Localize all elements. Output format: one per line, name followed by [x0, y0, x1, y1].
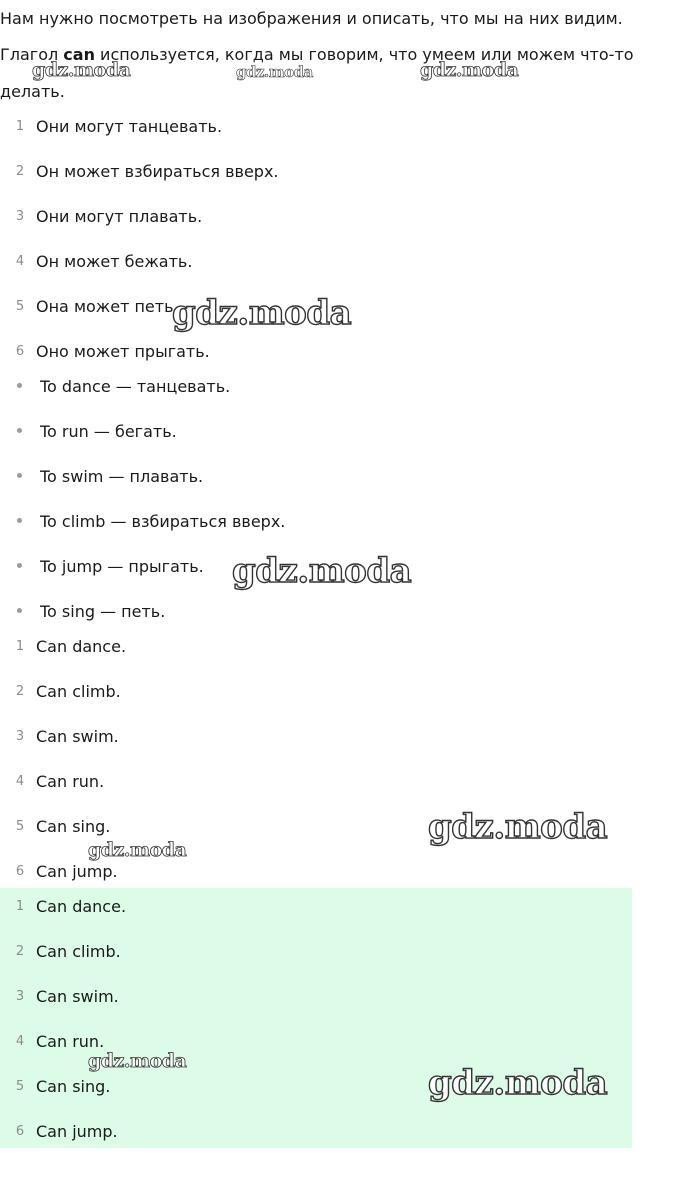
watermark: gdz.moda [88, 839, 187, 861]
watermark: gdz.moda [428, 1063, 608, 1103]
watermark: gdz.moda [32, 59, 131, 81]
bullet-icon [17, 428, 22, 433]
bullet-icon [17, 563, 22, 568]
can-keyword: can [63, 45, 95, 64]
bullet-icon [17, 383, 22, 388]
bullet-icon [17, 518, 22, 523]
watermark: gdz.moda [420, 59, 519, 81]
watermark: gdz.moda [88, 1050, 187, 1072]
rule-line-1: Глагол can используется, когда мы говорим, что умеем или можем что-то [0, 45, 634, 64]
intro-text: Нам нужно посмотреть на изображения и описать, что мы на них видим. [0, 9, 623, 28]
watermark: gdz.moda [428, 807, 608, 847]
bullet-icon [17, 608, 22, 613]
watermark: gdz.moda [236, 63, 313, 81]
answer-block [0, 888, 632, 1148]
rule-line-2: делать. [0, 82, 65, 101]
watermark: gdz.moda [172, 293, 352, 333]
watermark: gdz.moda [232, 551, 412, 591]
bullet-icon [17, 473, 22, 478]
